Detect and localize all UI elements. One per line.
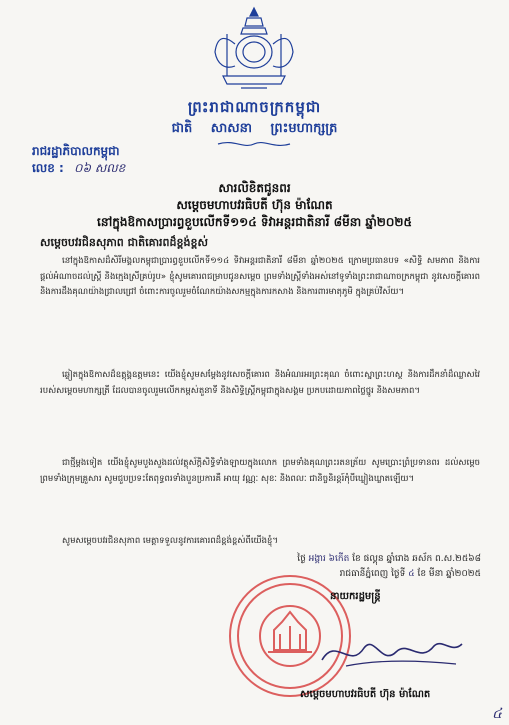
body-paragraph-2: ឆ្លៀតក្នុងឱកាសដ៏ឧត្តុង្គឧត្តមនេះ យើងខ្ញុំសូមសម្ដែងនូវសេចក្ដីគោរព និងអំណរអរព្រះគុណ ចំពោះស្នាព្រះហស្ថ និងការដឹកនាំដ៏ឈ្លាសវៃ របស់សម្ដេចមហាក្សត្រី ដែលបានចូលរួមលើកកម្ពស់តួនាទី និងសិទ្ធិស្ត្រីកម្ពុជាក្នុងសង្គម ប្រកបដោយភាពថ្លៃថ្នូរ និងសមភាព។ <box>40 370 480 396</box>
lunar-date-label: ថ្ងៃ <box>297 554 306 564</box>
salutation: សម្ដេចបវរជិនសុភាព ជាតិគោរពដ៏ខ្ពង់ខ្ពស់ <box>40 236 208 249</box>
lunar-date-rest: ខែ ផល្គុន ឆ្នាំរោង ឆស័ក ព.ស.២៥៦៨ <box>352 554 481 564</box>
page-corner-mark: ៤ <box>492 706 502 722</box>
solar-date-prefix: រាជធានីភ្នំពេញ ថ្ងៃទី <box>339 569 406 579</box>
solar-date-rest: ខែ មីនា ឆ្នាំ២០២៥ <box>417 569 481 579</box>
body-paragraph-4: សូមសម្ដេចបវរជិនសុភាព មេត្តាទទួលនូវការគោរពដ៏ខ្ពង់ខ្ពស់ពីយើងខ្ញុំ។ <box>62 536 279 546</box>
lunar-date-handwritten: អង្គារ ៦កើត <box>308 554 350 564</box>
kingdom-heading: ព្រះរាជាណាចក្រកម្ពុជា <box>187 98 322 116</box>
issuing-authority: រាជរដ្ឋាភិបាលកម្ពុជា <box>32 144 120 158</box>
letter-occasion: នៅក្នុងឱកាសប្រារព្ធខួបលើកទី១១៤ ទិវាអន្តរជាតិនារី ៨មីនា ឆ្នាំ២០២៥ <box>97 215 412 229</box>
letter-title: សារលិខិតជូនពរ <box>218 181 291 195</box>
signatory-title: នាយករដ្ឋមន្ត្រី <box>330 591 381 602</box>
royal-arms-emblem <box>205 4 303 94</box>
national-motto: ជាតិ សាសនា ព្រះមហាក្សត្រ <box>171 121 338 136</box>
body-paragraph-3: ជាថ្មីម្ដងទៀត យើងខ្ញុំសូមបួងសួងដល់វត្ថុស័ក្តិសិទ្ធិទាំងឡាយក្នុងលោក ព្រមទាំងគុណព្រះរតនត្រ័យ សូមប្រោះព្រំប្រទានពរ ដល់សម្ដេច ព្រមទាំងក្រុមគ្រួសារ សូមជួបប្រទះតែពុទ្ធពរទាំងបួនប្រការគឺ អាយុ វណ្ណៈ សុខៈ និងពលៈ ជានិច្ចនិរន្តរ៍កុំបីឃ្លៀងឃ្លាតឡើយ។ <box>40 458 480 484</box>
solar-date-handwritten: ៤ <box>408 569 415 579</box>
lunar-date <box>297 553 481 566</box>
reference-label: លេខ : <box>32 161 64 175</box>
solar-date <box>340 568 481 581</box>
reference-value: ០៦ សលខ <box>74 161 126 175</box>
reference-number <box>32 160 125 178</box>
signatory-name: សម្ដេចមហាបវរធិបតី ហ៊ុន ម៉ាណែត <box>300 689 431 700</box>
ornament-divider <box>214 139 294 149</box>
letter-subtitle: សម្ដេចមហាបវរធិបតី ហ៊ុន ម៉ាណែត <box>176 198 333 212</box>
handwritten-signature <box>316 630 466 674</box>
body-paragraph-1: នៅក្នុងឱកាសដ៏សិរីមង្គលកម្ពុជាប្រារព្ធខួបលើកទី១១៤ ទិវាអន្តរជាតិនារី ៨មីនា ឆ្នាំ២០២៥ ក្រោមប្រធានបទ «សិទ្ធិ សមភាព និងការផ្តល់អំណាចដល់ស្ត្រី និងក្មេងស្រីគ្រប់រូប» ខ្ញុំសូមគោរពជម្រាបជូនសម្ដេច ព្រមទាំងស្ត្រីទាំងអស់នៅទូទាំងព្រះរាជាណាចក្រកម្ពុជា នូវសេចក្ដីគោរព និងការដឹងគុណយ៉ាងជ្រាលជ្រៅ ចំពោះការចូលរួមចំណែកយ៉ាងសកម្មក្នុងការកសាង និងការពារមាតុភូមិ ក្នុងគ្រប់វិស័យ។ <box>40 256 480 298</box>
